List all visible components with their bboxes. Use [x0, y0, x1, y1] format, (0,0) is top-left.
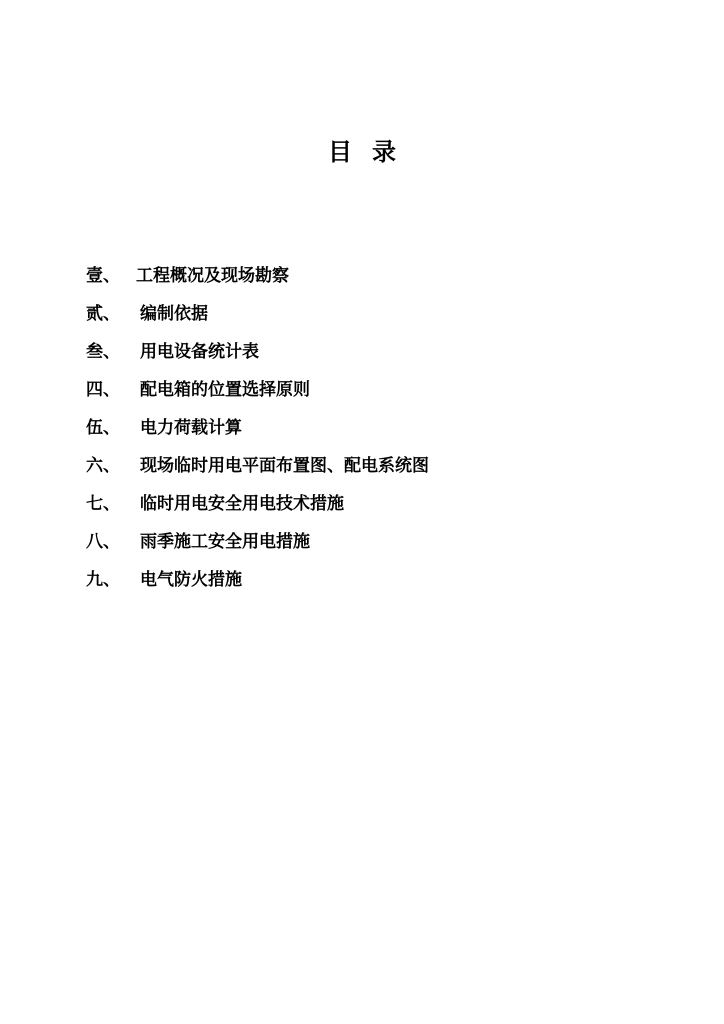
- toc-item-title: 编制依据: [140, 303, 208, 324]
- toc-item-number: 七、: [86, 493, 120, 514]
- toc-item-title: 配电箱的位置选择原则: [140, 379, 310, 400]
- toc-item-number: 六、: [86, 455, 120, 476]
- toc-item: [86, 368, 429, 406]
- toc-item-title: 用电设备统计表: [140, 341, 259, 362]
- toc-item: [86, 558, 429, 596]
- toc-item: [86, 444, 429, 482]
- toc-item: [86, 406, 429, 444]
- page-title: 目录: [328, 137, 416, 166]
- toc-item-title: 电力荷载计算: [140, 417, 242, 438]
- toc-item-number: 贰、: [86, 303, 120, 324]
- toc-item-number: 九、: [86, 569, 120, 590]
- toc-item-number: 壹、: [86, 265, 120, 286]
- toc-item: [86, 292, 429, 330]
- toc-item-title: 现场临时用电平面布置图、配电系统图: [140, 455, 429, 476]
- toc-item-title: 雨季施工安全用电措施: [140, 531, 310, 552]
- toc-item: [86, 254, 429, 292]
- toc-item-title: 工程概况及现场勘察: [136, 265, 289, 286]
- toc-item-title: 电气防火措施: [140, 569, 242, 590]
- toc-item: [86, 520, 429, 558]
- toc-item-number: 叁、: [86, 341, 120, 362]
- table-of-contents: [86, 254, 429, 596]
- toc-item-title: 临时用电安全用电技术措施: [140, 493, 344, 514]
- toc-item-number: 八、: [86, 531, 120, 552]
- toc-item-number: 四、: [86, 379, 120, 400]
- toc-item: [86, 482, 429, 520]
- toc-item: [86, 330, 429, 368]
- toc-item-number: 伍、: [86, 417, 120, 438]
